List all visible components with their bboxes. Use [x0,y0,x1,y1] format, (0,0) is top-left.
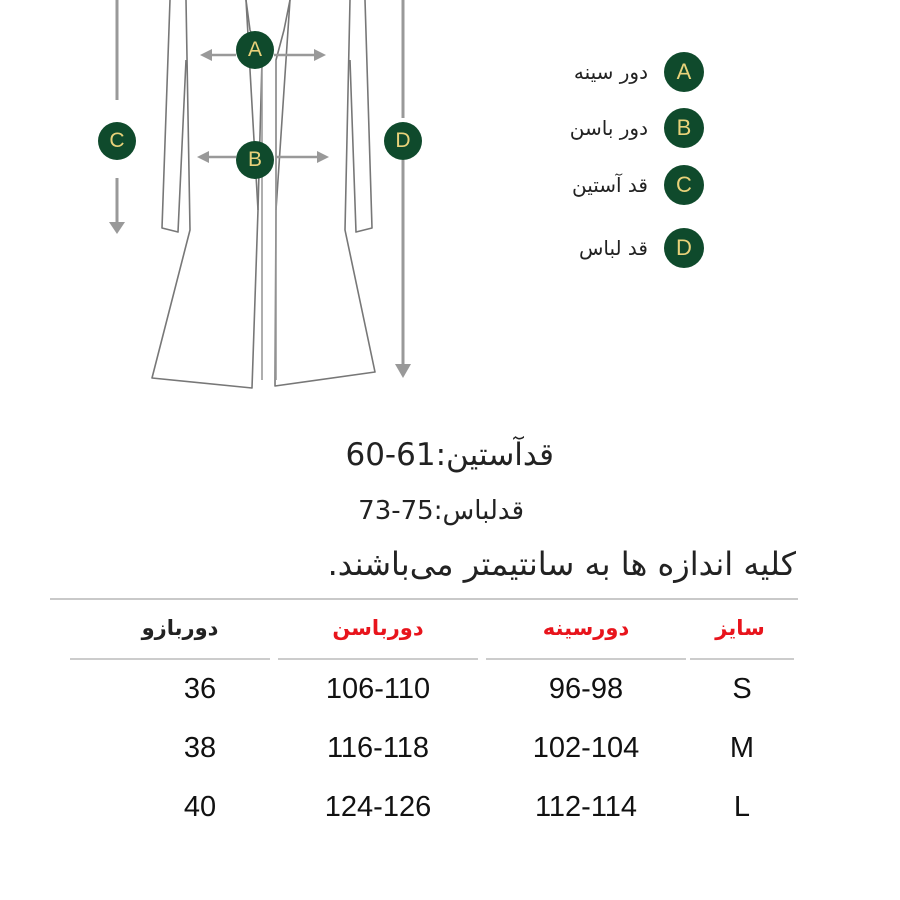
header-underline [278,658,478,660]
header-hip: دورباسن [332,616,424,640]
coat-size-diagram [0,0,900,400]
coat-outline [0,0,900,400]
cell-hip: 116-118 [326,732,430,764]
legend-item-d [579,228,704,268]
header-size: سایز [715,616,765,640]
cell-arm: 36 [183,673,217,705]
legend-item-a [574,52,704,92]
header-arm: دوربازو [141,616,219,640]
cell-chest: 96-98 [548,673,624,705]
header-chest: دورسینه [542,616,630,640]
units-note: کلیه اندازه ها به سانتیمتر می‌باشند. [327,545,796,583]
legend-badge: D [664,228,704,268]
legend-badge: A [664,52,704,92]
header-underline [70,658,270,660]
badge-c: C [98,122,136,160]
dress-length-text: قدلباس:75-73 [358,496,524,526]
cell-hip: 124-126 [324,791,432,823]
cell-size: L [733,791,751,823]
cell-arm: 38 [183,732,217,764]
table-top-divider [50,598,798,600]
sleeve-length-text: قدآستین:61-60 [345,437,554,473]
legend-label: قد آستین [571,173,648,197]
legend-badge: B [664,108,704,148]
legend-item-c [572,165,704,205]
cell-chest: 112-114 [534,791,638,823]
cell-size: S [732,673,752,705]
badge-d: D [384,122,422,160]
badge-a: A [236,31,274,69]
header-underline [690,658,794,660]
cell-arm: 40 [183,791,217,823]
cell-hip: 106-110 [325,673,431,705]
legend-label: قد لباس [578,236,648,260]
header-underline [486,658,686,660]
legend-badge: C [664,165,704,205]
legend-item-b [570,108,704,148]
badge-b: B [236,141,274,179]
legend-label: دور سینه [573,60,648,84]
cell-chest: 102-104 [532,732,640,764]
cell-size: M [729,732,755,764]
legend-label: دور باسن [569,116,648,140]
